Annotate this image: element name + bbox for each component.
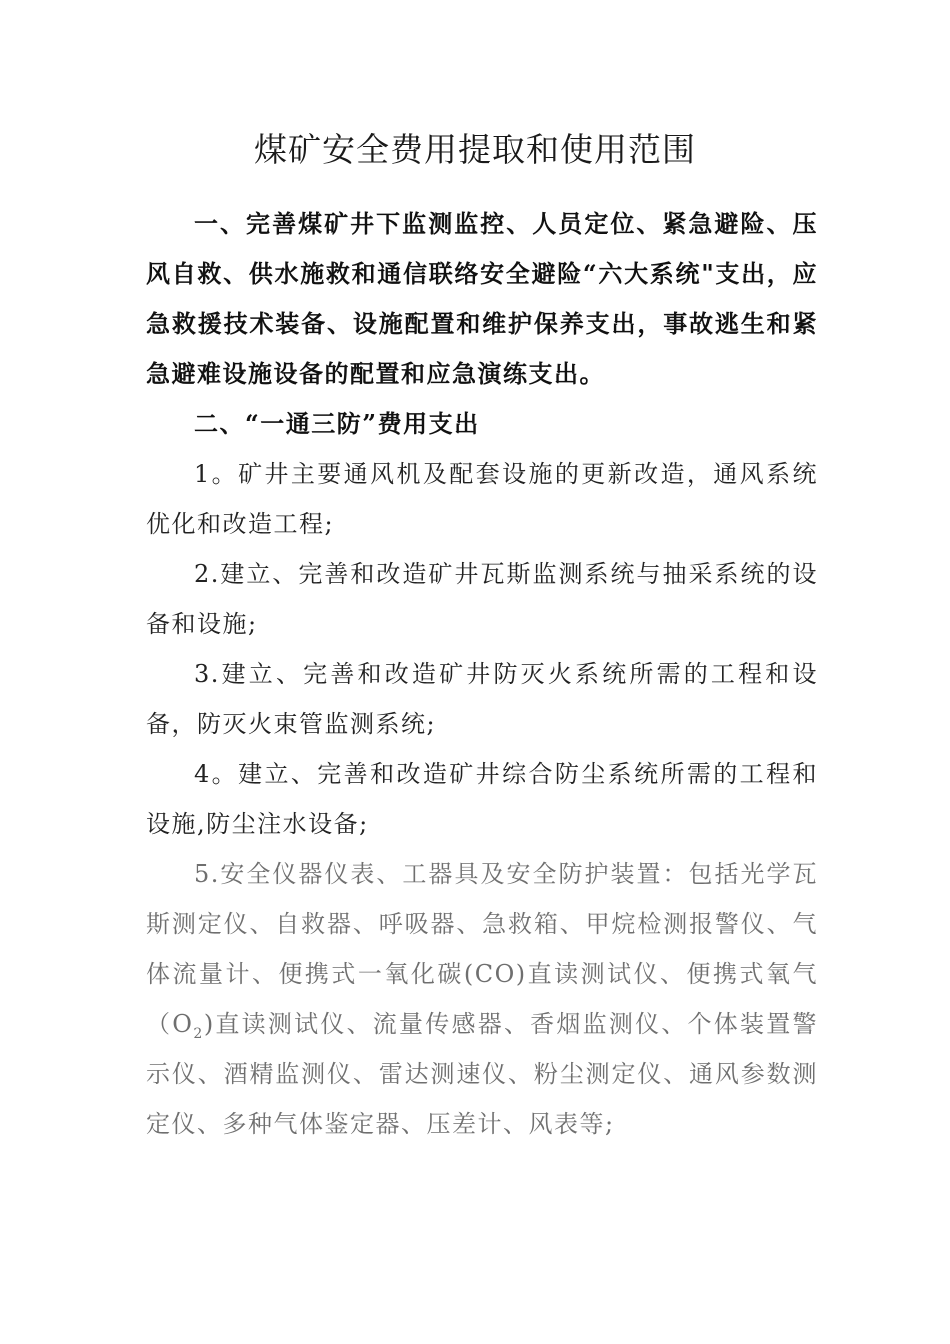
item-5-text-start: 5.安全仪器仪表、工器具及安全防护装置：包括光学瓦斯测定仪、自救器、呼吸器、急救箱、甲烷检测报警仪、气体流量计、便携式一氧化碳(CO)直读测试仪、便携式氧气（O (146, 860, 818, 1038)
paragraph-item-4: 4。建立、完善和改造矿井综合防尘系统所需的工程和设施,防尘注水设备; (146, 760, 818, 838)
paragraph-item-1: 1。矿井主要通风机及配套设施的更新改造，通风系统优化和改造工程; (146, 460, 818, 538)
item-5-text-end: )直读测试仪、流量传感器、香烟监测仪、个体装置警示仪、酒精监测仪、雷达测速仪、粉尘测定仪、通风参数测定仪、多种气体鉴定器、压差计、风表等; (146, 1010, 818, 1138)
document-title: 煤矿安全费用提取和使用范围 (254, 130, 696, 169)
paragraph-item-5 (146, 849, 818, 1149)
oxygen-subscript: 2 (193, 1025, 204, 1042)
paragraph-ventilation-heading: 二、“一通三防”费用支出 (194, 409, 480, 438)
paragraph-item-2: 2.建立、完善和改造矿井瓦斯监测系统与抽采系统的设备和设施; (146, 560, 818, 638)
document-body (146, 199, 818, 1149)
paragraph-item-3: 3.建立、完善和改造矿井防灭火系统所需的工程和设备，防灭火束管监测系统; (146, 660, 818, 738)
paragraph-six-systems: 一、完善煤矿井下监测监控、人员定位、紧急避险、压风自救、供水施救和通信联络安全避险“六大系统"支出，应急救援技术装备、设施配置和维护保养支出，事故逃生和紧急避难设施设备的配置和应急演练支出。 (146, 209, 818, 388)
